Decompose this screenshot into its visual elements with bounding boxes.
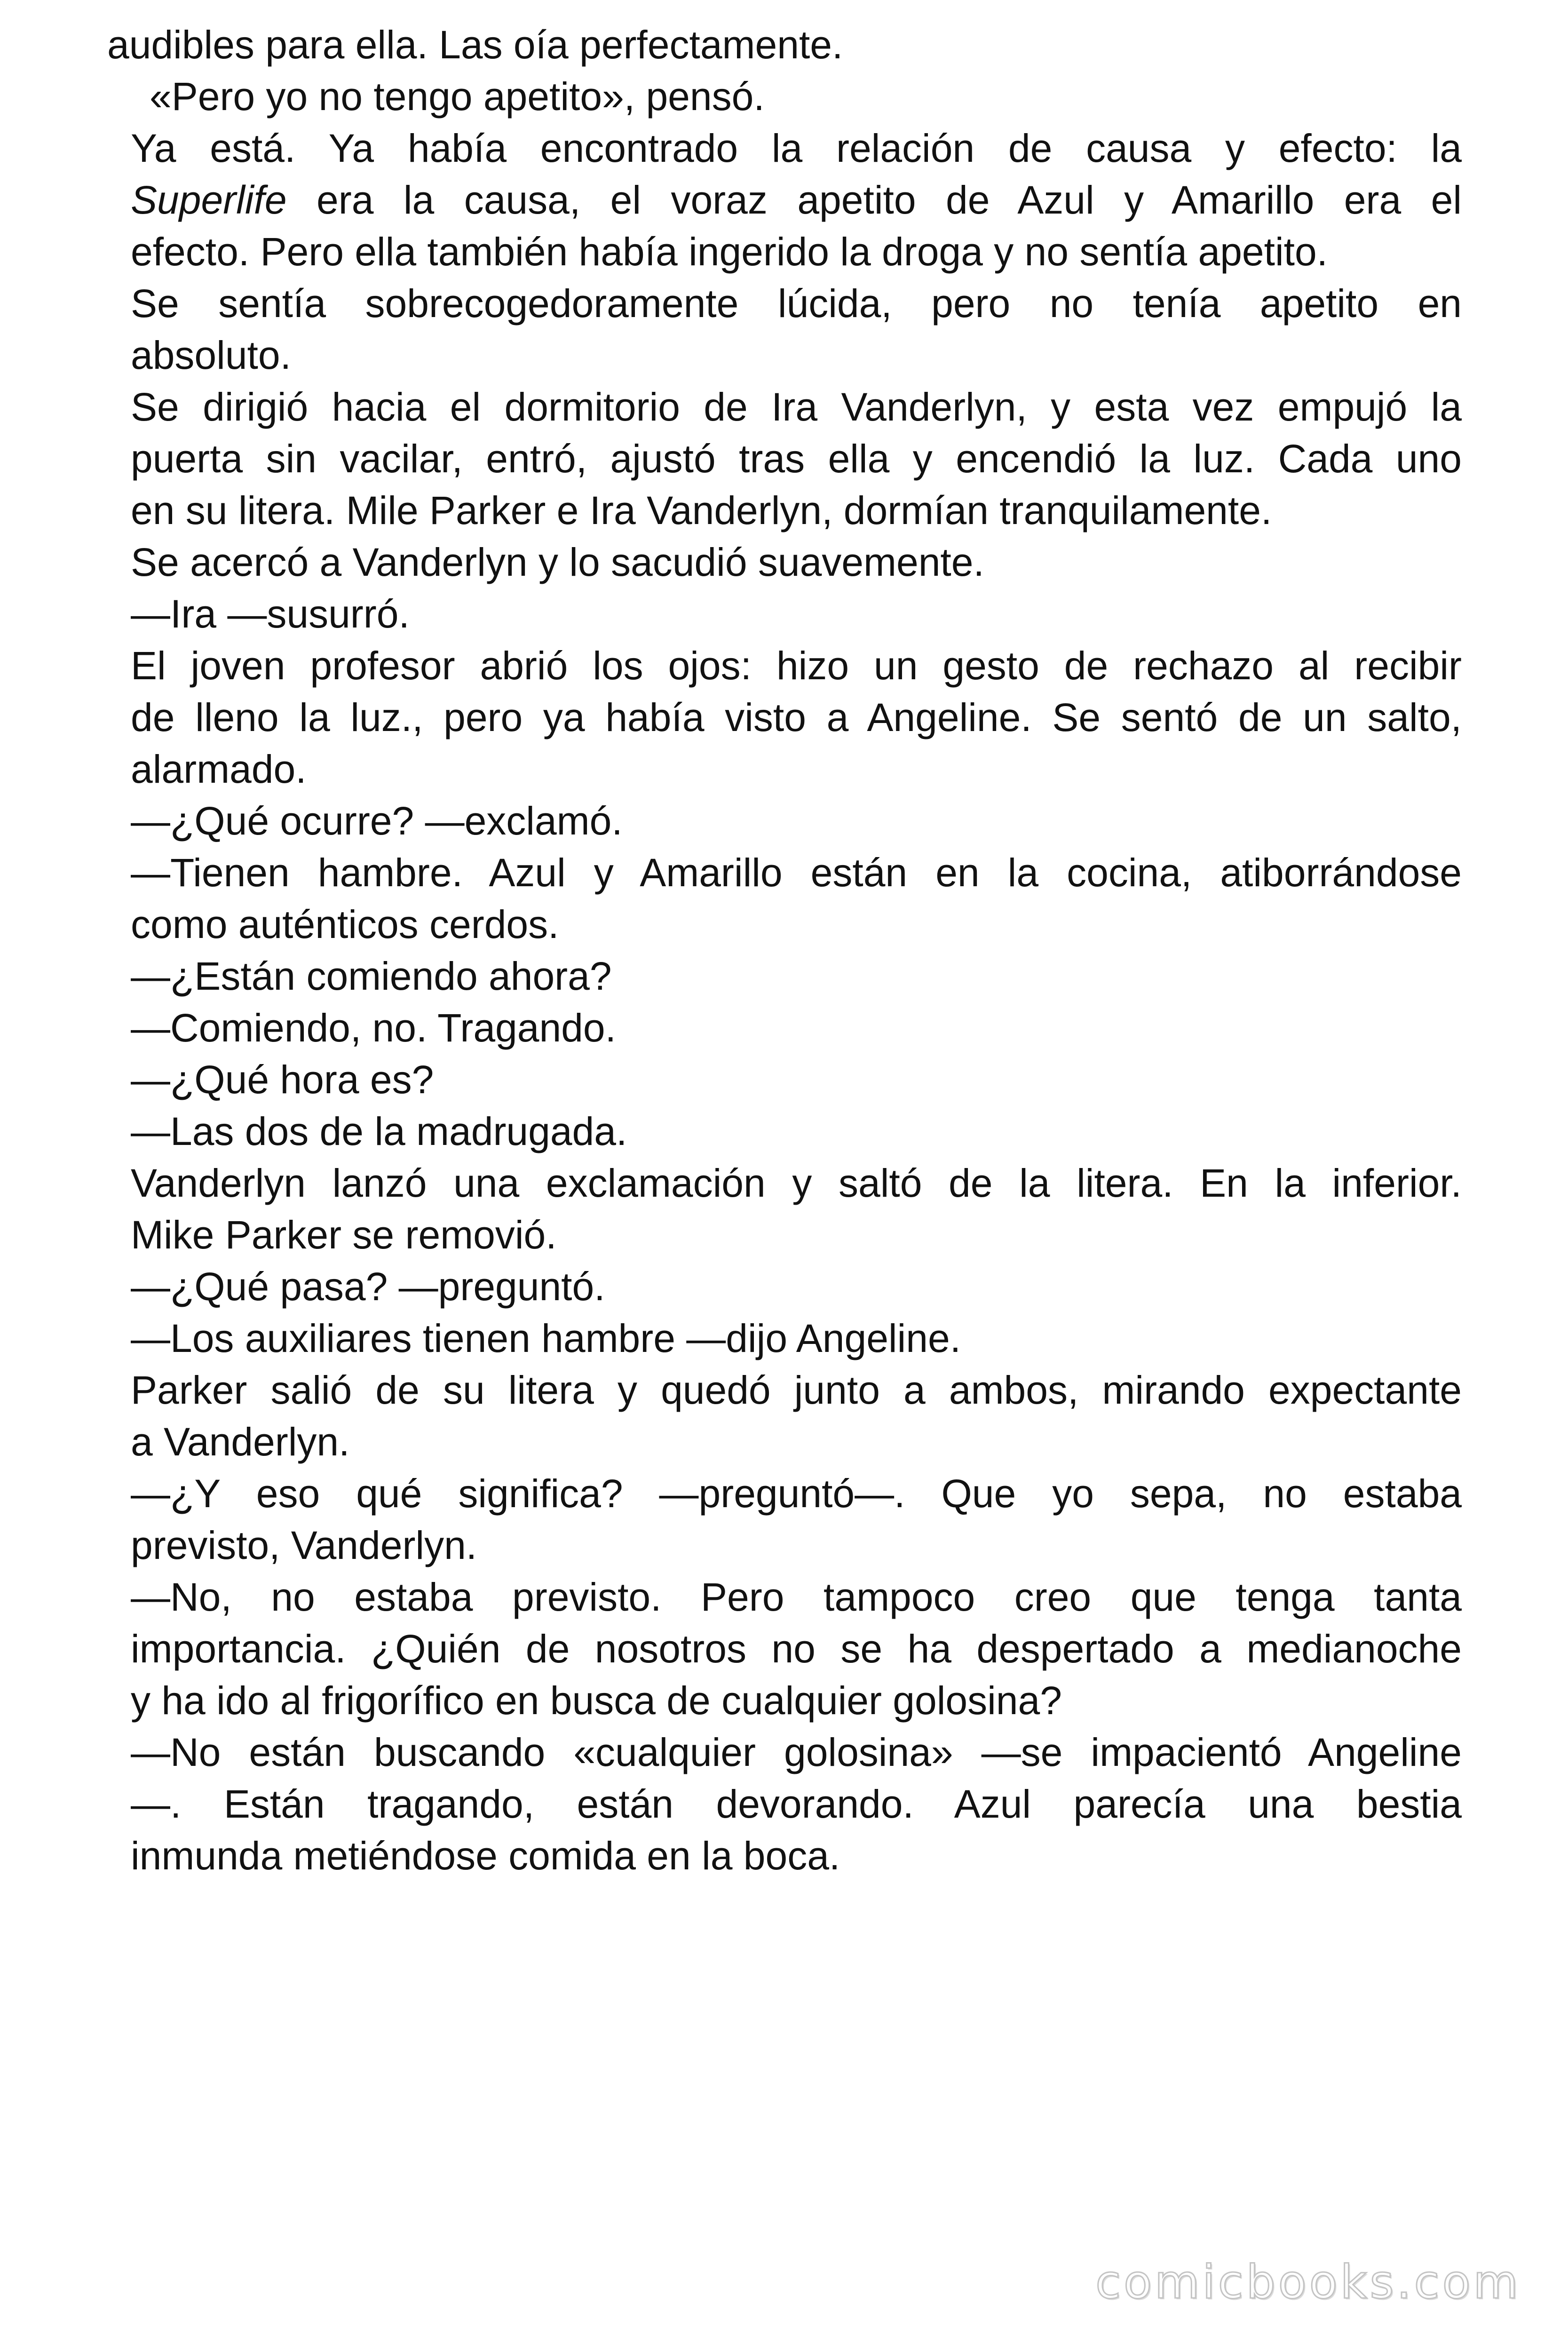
text-line: —Ira —susurró.: [131, 592, 410, 636]
text-line-with-italic: [131, 174, 1462, 226]
text-line: Parker salió de su litera y quedó junto a ambos, mirando expectante: [131, 1368, 1462, 1412]
text-line: como auténticos cerdos.: [131, 902, 559, 946]
text-line: —¿Qué hora es?: [131, 1057, 434, 1102]
text-line: importancia. ¿Quién de nosotros no se ha despertado a medianoche: [131, 1627, 1462, 1671]
text-line: efecto. Pero ella también había ingerido la droga y no sentía apetito.: [131, 230, 1328, 274]
text-line: —No están buscando «cualquier golosina» —se impacientó Angeline: [131, 1730, 1462, 1774]
text-line: —No, no estaba previsto. Pero tampoco creo que tenga tanta: [131, 1575, 1462, 1619]
text-line: —Comiendo, no. Tragando.: [131, 1006, 616, 1050]
text-line: —¿Qué ocurre? —exclamó.: [131, 799, 623, 843]
text-line: Se dirigió hacia el dormitorio de Ira Vanderlyn, y esta vez empujó la: [131, 385, 1462, 429]
text-line: alarmado.: [131, 747, 307, 791]
watermark: comicbooks.com: [1095, 2256, 1521, 2309]
text-line: puerta sin vacilar, entró, ajustó tras ella y encendió la luz. Cada uno: [131, 437, 1462, 481]
italic-word: Superlife: [131, 178, 287, 222]
text-line: —Tienen hambre. Azul y Amarillo están en la cocina, atiborrándose: [131, 850, 1462, 895]
text-line: —¿Están comiendo ahora?: [131, 954, 612, 998]
text-line: El joven profesor abrió los ojos: hizo un gesto de rechazo al recibir: [131, 644, 1462, 688]
text-line: de lleno la luz., pero ya había visto a Angeline. Se sentó de un salto,: [131, 695, 1462, 739]
text-line: previsto, Vanderlyn.: [131, 1523, 477, 1567]
text-line: inmunda metiéndose comida en la boca.: [131, 1834, 840, 1878]
text-line: «Pero yo no tengo apetito», pensó.: [150, 74, 765, 119]
text-line: absoluto.: [131, 333, 291, 377]
text-line: Se acercó a Vanderlyn y lo sacudió suavemente.: [131, 540, 984, 584]
text-line-rest: era la causa, el voraz apetito de Azul y Amarillo era el: [317, 178, 1462, 222]
text-line: Se sentía sobrecogedoramente lúcida, pero no tenía apetito en: [131, 281, 1462, 326]
text-line: audibles para ella. Las oía perfectamente.: [107, 23, 843, 67]
text-line: Ya está. Ya había encontrado la relación de causa y efecto: la: [131, 126, 1462, 170]
text-line: —¿Qué pasa? —preguntó.: [131, 1264, 605, 1309]
text-line: —Las dos de la madrugada.: [131, 1109, 627, 1153]
text-line: —Los auxiliares tienen hambre —dijo Angeline.: [131, 1316, 961, 1360]
text-line: y ha ido al frigorífico en busca de cualquier golosina?: [131, 1678, 1062, 1723]
text-line: en su litera. Mile Parker e Ira Vanderlyn, dormían tranquilamente.: [131, 488, 1272, 532]
text-line: Vanderlyn lanzó una exclamación y saltó de la litera. En la inferior.: [131, 1161, 1462, 1205]
text-line: Mike Parker se removió.: [131, 1213, 557, 1257]
text-line: a Vanderlyn.: [131, 1420, 350, 1464]
body-text: [107, 19, 1462, 1882]
text-line: —¿Y eso qué significa? —preguntó—. Que yo sepa, no estaba: [131, 1471, 1462, 1516]
text-line: —. Están tragando, están devorando. Azul parecía una bestia: [131, 1782, 1462, 1826]
